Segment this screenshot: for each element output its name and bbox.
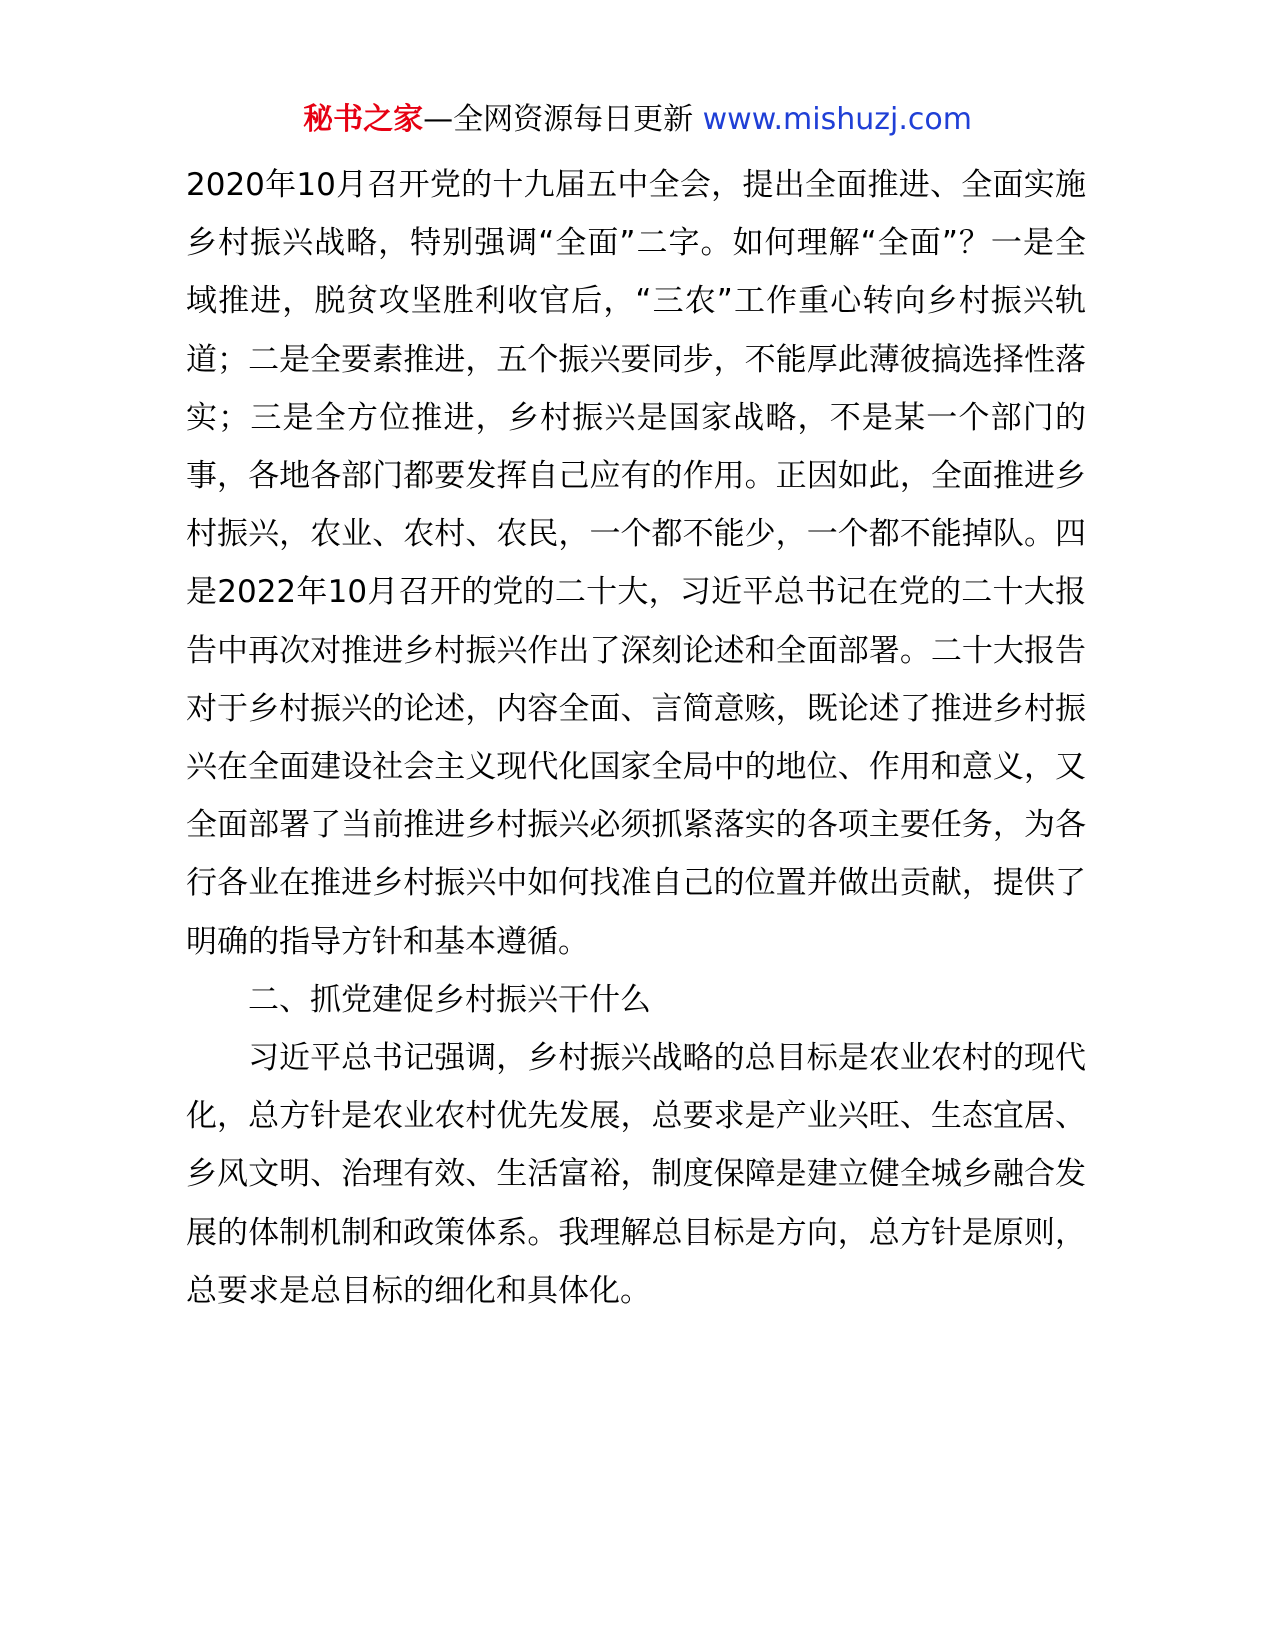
section-heading: 二、抓党建促乡村振兴干什么 [248,981,651,1018]
paragraph-2: 习近平总书记强调，乡村振兴战略的总目标是农业农村的现代化，总方针是农业农村优先发展，总要求是产业兴旺、生态宜居、乡风文明、治理有效、生活富裕，制度保障是建立健全城乡融合发展的体制机制和政策体系。我理解总目标是方向，总方针是原则，总要求是总目标的细化和具体化。 [186,1040,1086,1309]
header-tagline: —全网资源每日更新 [423,102,694,137]
site-header [0,98,1275,142]
site-url-link[interactable]: www.mishuzj.com [702,102,972,137]
paragraph-1: 2020年10月召开党的十九届五中全会，提出全面推进、全面实施乡村振兴战略，特别强调“全面”二字。如何理解“全面”？一是全域推进，脱贫攻坚胜利收官后，“三农”工作重心转向乡村振兴轨道；二是全要素推进，五个振兴要同步，不能厚此薄彼搞选择性落实；三是全方位推进，乡村振兴是国家战略，不是某一个部门的事，各地各部门都要发挥自己应有的作用。正因如此，全面推进乡村振兴，农业、农村、农民，一个都不能少，一个都不能掉队。四是2022年10月召开的党的二十大，习近平总书记在党的二十大报告中再次对推进乡村振兴作出了深刻论述和全面部署。二十大报告对于乡村振兴的论述，内容全面、言简意赅，既论述了推进乡村振兴在全面建设社会主义现代化国家全局中的地位、作用和意义，又全面部署了当前推进乡村振兴必须抓紧落实的各项主要任务，为各行各业在推进乡村振兴中如何找准自己的位置并做出贡献，提供了明确的指导方针和基本遵循。 [186,167,1086,960]
document-body [186,156,1086,1320]
brand-name: 秘书之家 [303,102,424,137]
